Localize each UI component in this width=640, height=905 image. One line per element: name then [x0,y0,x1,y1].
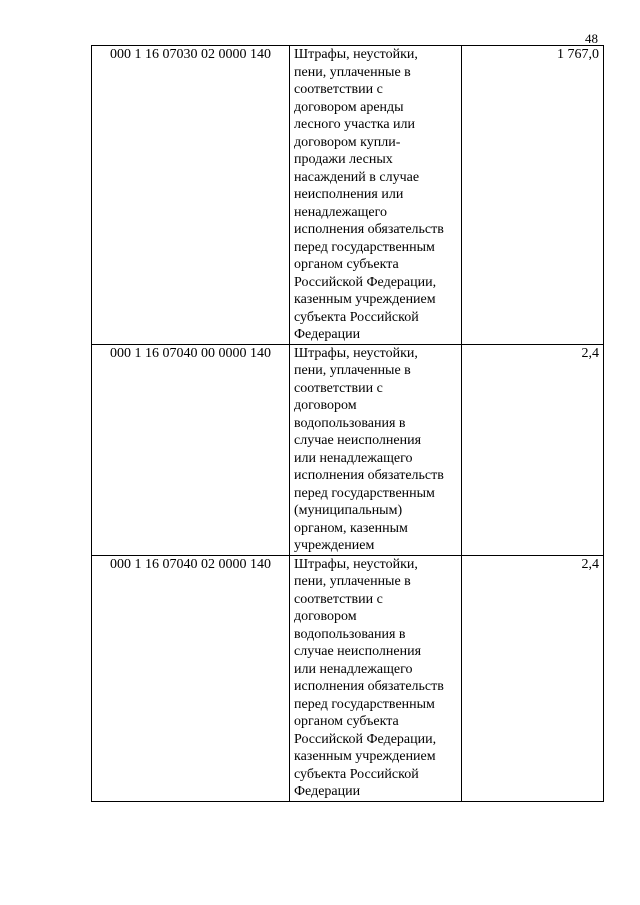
table-row [92,555,604,801]
revenue-name-line: перед государственным [294,696,435,712]
revenue-name-line: соответствии с [294,380,383,396]
revenue-name-line: исполнения обязательств [294,468,444,483]
revenue-name-line: субъекта Российской [294,309,419,325]
revenue-name-line: водопользования в [294,626,406,642]
amount-cell: 2,4 [462,344,604,555]
revenue-name-line: или ненадлежащего [294,661,413,677]
revenue-name-line: казенным учреждением [294,749,436,764]
revenue-table-body [92,46,604,802]
revenue-name-line: ненадлежащего [294,204,388,220]
revenue-name-line: случае неисполнения [294,433,422,448]
revenue-name-line: органом субъекта [294,714,399,729]
revenue-name-line: Российской Федерации, [294,731,437,747]
revenue-name-line: органом, казенным [294,520,408,536]
revenue-name-line: договором аренды [294,99,404,115]
revenue-name-line: пени, уплаченные в [294,64,411,80]
revenue-name-line: соответствии с [294,591,383,607]
revenue-name-line: договором купли- [294,134,401,150]
revenue-name-line: насаждений в случае [294,169,420,185]
revenue-name-line: перед государственным [294,485,435,501]
revenue-name-line: или ненадлежащего [294,450,413,466]
revenue-name-line: Штрафы, неустойки, [294,556,418,572]
revenue-name-line: пени, уплаченные в [294,363,411,378]
revenue-name-line: исполнения обязательств [294,222,444,237]
revenue-name-line: (муниципальным) [294,503,403,518]
revenue-name-line: договором [294,398,357,413]
revenue-name-line: случае неисполнения [294,644,422,659]
revenue-name-cell [290,555,462,801]
revenue-name-line: Штрафы, неустойки, [294,47,418,62]
revenue-name-cell [290,46,462,345]
revenue-name-line: Федерации [294,327,361,342]
revenue-name-line: Российской Федерации, [294,274,437,290]
revenue-name-line: субъекта Российской [294,766,419,782]
revenue-name-line: органом субъекта [294,257,399,272]
revenue-name-line: водопользования в [294,415,406,431]
revenue-name-line: лесного участка или [294,117,416,132]
amount-cell: 1 767,0 [462,46,604,345]
revenue-name-line: договором [294,609,357,624]
table-row [92,344,604,555]
budget-code-cell: 000 1 16 07030 02 0000 140 [92,46,290,345]
amount-cell: 2,4 [462,555,604,801]
budget-code-cell: 000 1 16 07040 02 0000 140 [92,555,290,801]
revenue-name-line: Федерации [294,784,361,799]
revenue-name-cell [290,344,462,555]
revenue-name-line: учреждением [294,538,375,553]
revenue-name-line: соответствии с [294,82,383,97]
revenue-name-line: неисполнения или [294,187,404,202]
table-row [92,46,604,345]
revenue-name-line: казенным учреждением [294,292,436,307]
page-number: 48 [585,31,598,46]
budget-code-cell: 000 1 16 07040 00 0000 140 [92,344,290,555]
revenue-name-line: исполнения обязательств [294,679,444,694]
revenue-table [91,45,604,802]
revenue-name-line: продажи лесных [294,152,393,167]
revenue-name-line: Штрафы, неустойки, [294,345,418,361]
revenue-name-line: перед государственным [294,239,435,255]
revenue-name-line: пени, уплаченные в [294,574,411,589]
